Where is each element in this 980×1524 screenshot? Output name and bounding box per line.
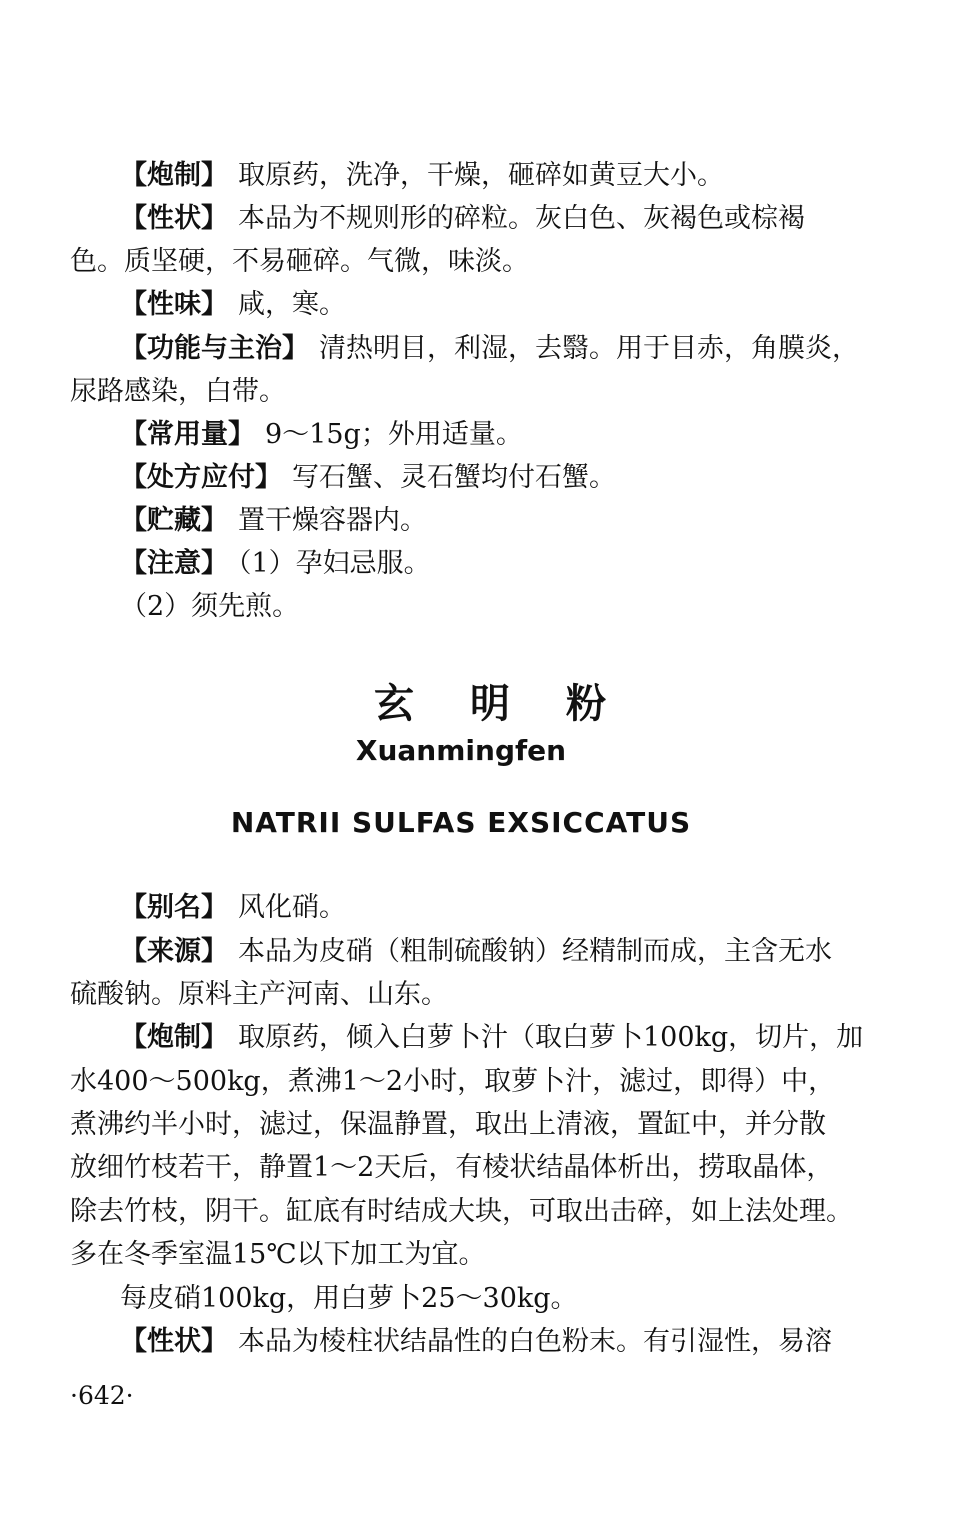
- alias-entry: [120, 886, 920, 930]
- page-number: ·642·: [70, 1381, 134, 1410]
- prescription-label: 【处方应付】: [120, 462, 282, 493]
- functions-entry: [120, 327, 920, 371]
- entry-pinyin: Xuanmingfen: [355, 734, 567, 767]
- storage-text: 置干燥容器内。: [238, 505, 427, 536]
- processing2-line: 煮沸约半小时，滤过，保温静置，取出上清液，置缸中，并分散: [70, 1109, 826, 1140]
- properties2-label: 【性状】: [120, 1326, 228, 1357]
- entry-latin-name: NATRII SULFAS EXSICCATUS: [230, 806, 692, 839]
- processing-label: 【炮制】: [120, 160, 228, 191]
- storage-entry: [120, 499, 920, 543]
- processing2-line: 放细竹枝若干，静置1～2天后，有棱状结晶体析出，捞取晶体，: [70, 1152, 834, 1183]
- processing2-line: 多在冬季室温15℃以下加工为宜。: [70, 1239, 486, 1270]
- storage-label: 【贮藏】: [120, 505, 228, 536]
- properties-text: 本品为不规则形的碎粒。灰白色、灰褐色或棕褐: [238, 203, 805, 234]
- functions-text: 清热明目，利湿，去翳。用于目赤，角膜炎，: [319, 333, 859, 364]
- caution-entry: [120, 542, 920, 586]
- properties-continuation: 色。质坚硬，不易砸碎。气微，味淡。: [70, 246, 529, 277]
- taste-label: 【性味】: [120, 289, 228, 320]
- prescription-text: 写石蟹、灵石蟹均付石蟹。: [292, 462, 616, 493]
- caution-continuation: （2）须先煎。: [120, 591, 300, 622]
- properties2-entry: [120, 1320, 920, 1364]
- functions-label: 【功能与主治】: [120, 333, 309, 364]
- processing2-note: 每皮硝100kg，用白萝卜25～30kg。: [120, 1283, 578, 1314]
- entry-title: 玄明粉: [374, 681, 662, 727]
- caution-label: 【注意】: [120, 548, 228, 579]
- properties2-text: 本品为棱柱状结晶性的白色粉末。有引湿性，易溶: [238, 1326, 832, 1357]
- properties-entry: [120, 197, 920, 241]
- taste-text: 咸，寒。: [238, 289, 346, 320]
- processing2-line: 除去竹枝，阴干。缸底有时结成大块，可取出击碎，如上法处理。: [70, 1196, 853, 1227]
- alias-label: 【别名】: [120, 892, 228, 923]
- source-text: 本品为皮硝（粗制硫酸钠）经精制而成，主含无水: [238, 936, 832, 967]
- prescription-entry: [120, 456, 920, 500]
- dosage-entry: [120, 413, 920, 457]
- source-continuation: 硫酸钠。原料主产河南、山东。: [70, 979, 448, 1010]
- caution-text: （1）孕妇忌服。: [238, 548, 431, 579]
- source-label: 【来源】: [120, 936, 228, 967]
- processing-text: 取原药，洗净，干燥，砸碎如黄豆大小。: [238, 160, 724, 191]
- source-entry: [120, 930, 920, 974]
- dosage-text: 9～15g；外用适量。: [265, 419, 523, 450]
- properties-label: 【性状】: [120, 203, 228, 234]
- taste-entry: [120, 283, 920, 327]
- dosage-label: 【常用量】: [120, 419, 255, 450]
- processing2-entry: [120, 1016, 920, 1060]
- processing2-label: 【炮制】: [120, 1022, 228, 1053]
- processing2-line: 水400～500kg，煮沸1～2小时，取萝卜汁，滤过，即得）中，: [70, 1066, 836, 1097]
- functions-continuation: 尿路感染，白带。: [70, 376, 286, 407]
- processing2-text: 取原药，倾入白萝卜汁（取白萝卜100kg，切片，加: [238, 1022, 864, 1053]
- alias-text: 风化硝。: [238, 892, 346, 923]
- processing-entry: [120, 154, 920, 198]
